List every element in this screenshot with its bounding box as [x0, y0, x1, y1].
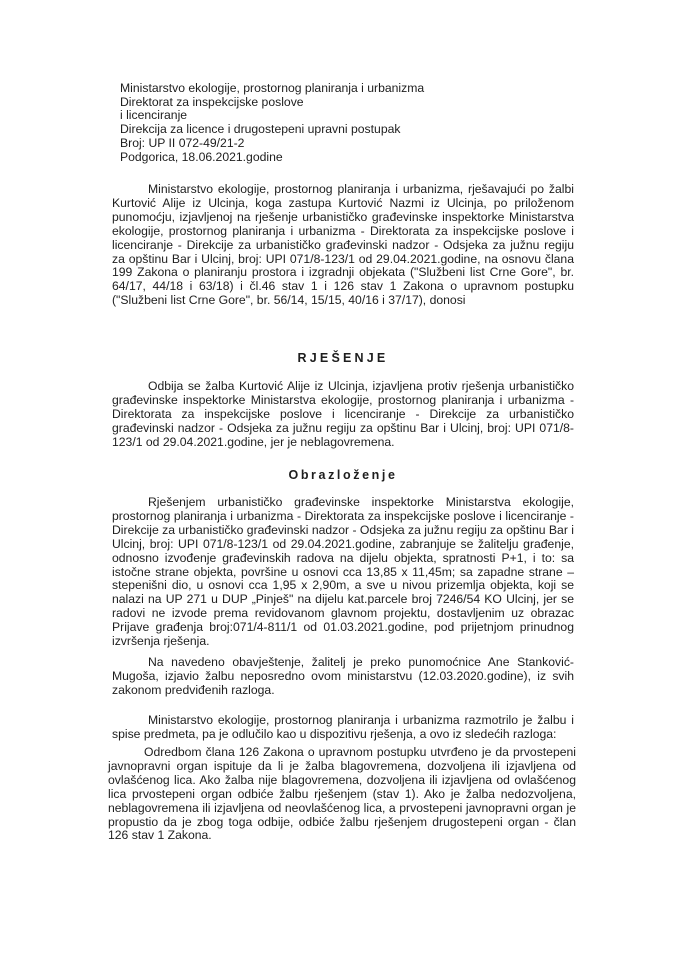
- reasoning-paragraph-4: Odredbom člana 126 Zakona o upravnom postupku utvrđeno je da prvostepeni javnopravni organ ispituje da li je žalba blagovremena, dozvoljena ili izjavljena od ovlašćenog lica. Ako žalba nije blagovremena, dozvoljena ili izjavljena od ovlašćenog lica prvostepeni organ odbiće žalbu rješenjem (stav 1). Ako je žalba nedozvoljena, neblagovremena ili izjavljena od neovlašćenog lica, a prvostepeni javnopravni organ je propustio da je zbog toga odbije, odbiće žalbu rješenjem drugostepeni organ - član 126 stav 1 Zakona.: [108, 745, 576, 843]
- directorate-name: Direktorat za inspekcijske poslove: [120, 94, 304, 109]
- directorate-name-cont: i licenciranje: [120, 108, 188, 123]
- decision-paragraph: Odbija se žalba Kurtović Alije iz Ulcinja, izjavljena protiv rješenja urbanističko građevinske inspektorke Ministarstva ekologije, prostornog planiranja i urbanizma - Direktorata za inspekcijske poslove i licenciranje - Direkcije za urbanističko građevinski nadzor - Odsjeka za južnu regiju za opštinu Bar i Ulcinj, broj: UPI 071/8-123/1 od 29.04.2021.godine, jer je neblagovremena.: [112, 379, 574, 449]
- document-date: Podgorica, 18.06.2021.godine: [120, 149, 283, 164]
- reasoning-paragraph-3: Ministarstvo ekologije, prostornog planiranja i urbanizma razmotrilo je žalbu i spise predmeta, pa je odlučilo kao u dispozitivu rješenja, a ovo iz sledećih razloga:: [112, 713, 574, 741]
- intro-paragraph: Ministarstvo ekologije, prostornog planiranja i urbanizma, rješavajući po žalbi Kurtović Alije iz Ulcinja, koga zastupa Kurtović Nazmi iz Ulcinja, po priloženom punomoćju, izjavljenoj na rješenje urbanističko građevinske inspektorke Ministarstva ekologije, prostornog planiranja i urbanizma - Direktorata za inspekcijske poslove i licenciranje - Direkcije za urbanističko građevinski nadzor - Odsjeka za južnu regiju za opštinu Bar i Ulcinj, broj: UPI 071/8-123/1 od 29.04.2021.godine, na osnovu člana 199 Zakona o planiranju prostora i izgradnji objekata ("Službeni list Crne Gore", br. 64/17, 44/18 i 63/18) i čl.46 stav 1 i 126 stav 1 Zakona o upravnom postupku ("Službeni list Crne Gore", br. 56/14, 15/15, 40/16 i 37/17), donosi: [112, 182, 574, 308]
- directorate-unit: Direkcija za licence i drugostepeni upravni postupak: [120, 122, 401, 137]
- letterhead: [120, 82, 460, 164]
- ministry-name: Ministarstvo ekologije, prostornog planiranja i urbanizma: [120, 81, 425, 95]
- decision-heading: RJEŠENJE: [297, 351, 389, 365]
- document-number: Broj: UP II 072-49/21-2: [120, 135, 245, 150]
- reasoning-heading: Obrazloženje: [288, 468, 398, 482]
- reasoning-paragraph-2: Na navedeno obavještenje, žalitelj je preko punomoćnice Ane Stanković-Mugoša, izjavio žalbu neposredno ovom ministarstvu (12.03.2020.godine), iz svih zakonom predviđenih razloga.: [112, 655, 574, 697]
- reasoning-paragraph-1: Rješenjem urbanističko građevinske inspektorke Ministarstva ekologije, prostornog planiranja i urbanizma - Direktorata za inspekcijske poslove i licenciranje - Direkcije za urbanističko građevinski nadzor - Odsjeka za južnu regiju za opštinu Bar i Ulcinj, broj: UPI 071/8-123/1 od 29.04.2021.godine, zabranjuje se žalitelju građenje, odnosno izvođenje građevinskih radova na dijelu objekta, spratnosti P+1, i to: sa istočne strane objekta, površine u osnovi cca 13,85 x 11,45m; sa zapadne strane – stepenišni dio, u osnovi cca 1,95 x 2,90m, a sve u nivou prizemlja objekta, koji se nalazi na UP 271 u DUP „Pinješ" na dijelu kat.parcele broj 7246/54 KO Ulcinj, jer se radovi ne izvode prema revidovanom glavnom projektu, dostavljenim uz obrazac Prijave građenja broj:071/4-811/1 od 01.03.2021.godine, pod prijetnjom prinudnog izvršenja rješenja.: [112, 495, 574, 649]
